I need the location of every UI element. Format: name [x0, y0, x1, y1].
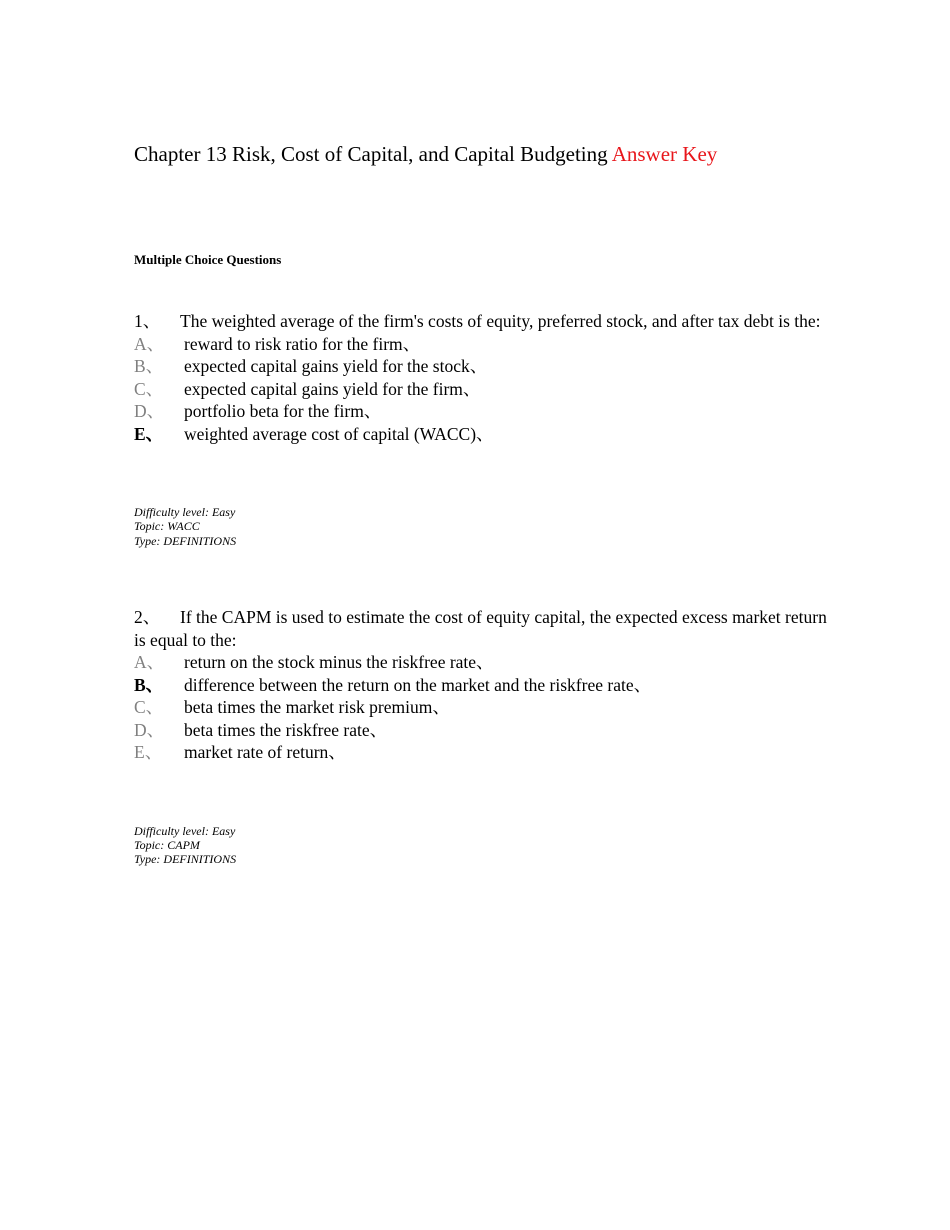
question-number: 1、: [134, 311, 161, 331]
option-letter: C、: [134, 378, 164, 399]
question-stem: [134, 606, 834, 651]
answer-option-c: [134, 378, 834, 401]
title-text: Chapter 13 Risk, Cost of Capital, and Capital Budgeting: [134, 142, 608, 166]
option-text: beta times the riskfree rate、: [184, 719, 388, 740]
question-type: Type: DEFINITIONS: [134, 852, 237, 867]
topic: Topic: CAPM: [134, 837, 200, 852]
option-letter: D、: [134, 719, 165, 740]
question-text: If the CAPM is used to estimate the cost of equity capital, the expected excess market return is equal to the:: [134, 607, 827, 650]
answer-option-c: [134, 696, 834, 719]
question-2: [134, 606, 834, 867]
option-letter: D、: [134, 401, 165, 421]
answer-option-b: [134, 355, 834, 378]
option-letter: A、: [134, 652, 165, 672]
topic: Topic: WACC: [134, 519, 200, 534]
option-text: return on the stock minus the riskfree rate、: [184, 652, 494, 672]
option-letter: A、: [134, 333, 165, 354]
option-letter: B、: [134, 356, 164, 376]
option-text: beta times the market risk premium、: [184, 697, 450, 717]
option-letter: C、: [134, 697, 164, 717]
answer-option-e: [134, 741, 834, 764]
answer-option-a: [134, 333, 834, 356]
question-metadata: [134, 824, 834, 867]
option-text: expected capital gains yield for the firm、: [184, 378, 481, 399]
question-metadata: [134, 505, 834, 548]
section-heading: Multiple Choice Questions: [134, 252, 282, 267]
answer-option-d: [134, 400, 834, 423]
answer-option-a: [134, 651, 834, 674]
question-stem: [134, 310, 834, 333]
page-title: [134, 141, 717, 167]
question-text: The weighted average of the firm's costs of equity, preferred stock, and after tax debt is the:: [180, 311, 821, 331]
question-1: [134, 310, 834, 548]
option-letter: E、: [134, 423, 164, 444]
option-letter: B、: [134, 674, 164, 695]
option-text: portfolio beta for the firm、: [184, 401, 382, 421]
option-text: expected capital gains yield for the stock、: [184, 356, 488, 376]
answer-option-d: [134, 719, 834, 742]
answer-option-b-correct: [134, 674, 834, 697]
option-text: market rate of return、: [184, 742, 346, 762]
option-text: difference between the return on the market and the riskfree rate、: [184, 674, 652, 695]
difficulty-level: Difficulty level: Easy: [134, 505, 236, 519]
option-text: reward to risk ratio for the firm、: [184, 333, 421, 354]
answer-key-label: Answer Key: [611, 142, 718, 166]
option-text: weighted average cost of capital (WACC)、: [184, 423, 494, 444]
answer-option-e-correct: [134, 423, 834, 446]
option-letter: E、: [134, 742, 163, 762]
question-number: 2、: [134, 607, 161, 627]
question-type: Type: DEFINITIONS: [134, 533, 237, 548]
difficulty-level: Difficulty level: Easy: [134, 823, 236, 838]
